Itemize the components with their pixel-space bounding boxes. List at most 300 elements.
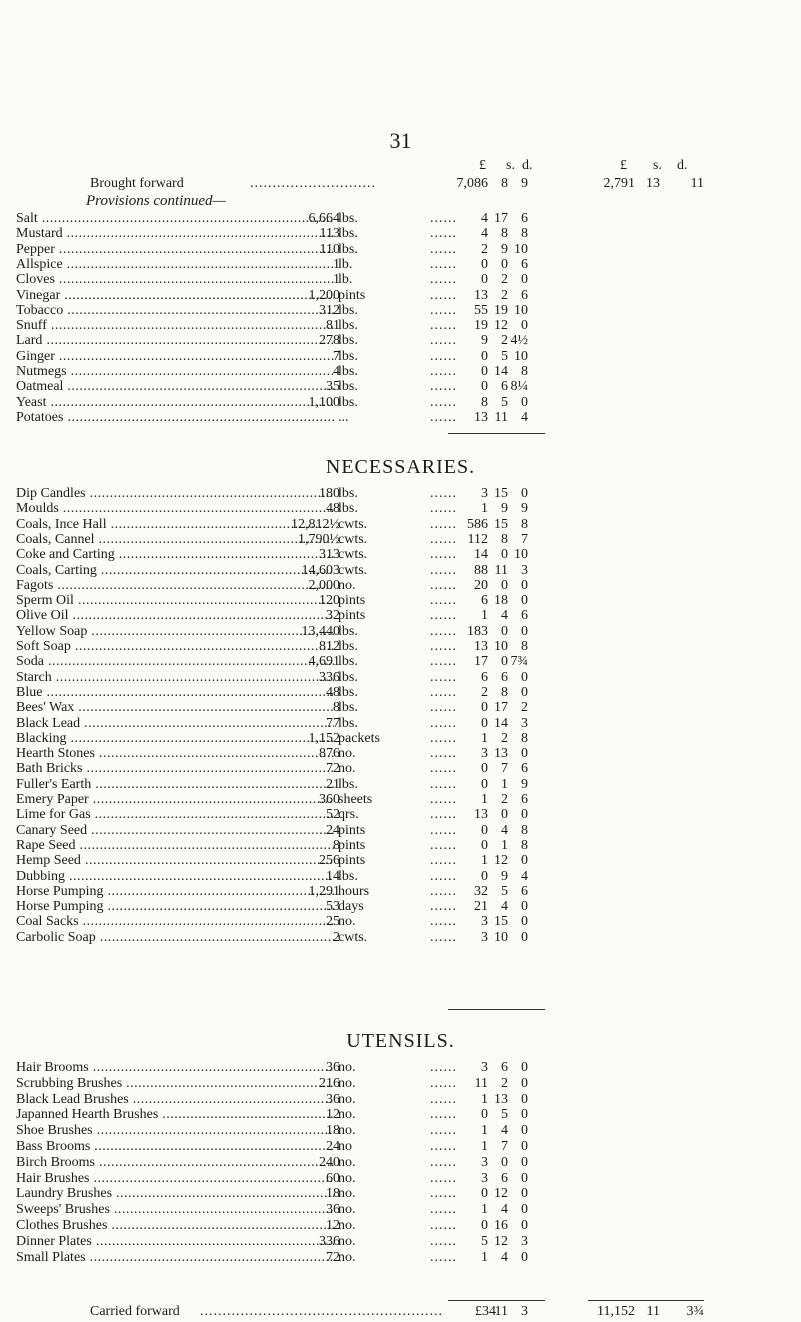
ledger-row <box>0 1139 801 1155</box>
item-unit: cwts. <box>338 562 368 578</box>
amount-pence: 10 <box>514 302 528 318</box>
ledger-row <box>0 731 801 747</box>
item-unit: no. <box>338 1218 356 1233</box>
item-name: Sperm Oil ..... <box>16 593 334 609</box>
item-name: Ginger ..... <box>16 349 334 365</box>
item-name: Yeast ..... <box>16 395 334 411</box>
item-unit: lbs. <box>338 379 358 395</box>
item-quantity: 48 <box>326 501 340 517</box>
item-quantity: 4 <box>333 364 340 379</box>
item-unit: no. <box>338 1249 356 1265</box>
amount-shillings: 8 <box>501 176 508 191</box>
item-unit: no. <box>338 914 356 930</box>
amount-shillings: 0 <box>501 1154 508 1170</box>
leader-dots: ...... <box>430 684 457 700</box>
amount-pence: 0 <box>521 914 528 930</box>
ledger-row <box>0 838 801 854</box>
amount-pounds: 0 <box>481 1186 488 1202</box>
item-quantity: 256 <box>319 853 340 869</box>
amount-shillings: 15 <box>494 486 508 501</box>
ledger-row <box>0 1060 801 1076</box>
amount-pence: 0 <box>521 929 528 945</box>
item-name: Vinegar ..... <box>16 288 334 304</box>
item-name: Oatmeal ..... <box>16 379 334 395</box>
leader-dots: ...... <box>430 883 457 899</box>
amount-shillings: 5 <box>501 1107 508 1123</box>
amount-pounds: 3 <box>481 929 488 945</box>
amount-pounds: 0 <box>481 700 488 716</box>
amount-shillings: 17 <box>494 211 508 226</box>
item-name: Bath Bricks ..... <box>16 761 334 777</box>
amount-shillings: 6 <box>501 1060 508 1075</box>
item-quantity: 1,790½ <box>298 531 340 547</box>
brought-forward-label: Brought forward <box>90 176 184 191</box>
amount-pence: 3 <box>521 1304 528 1319</box>
amount-shillings: 0 <box>501 623 508 639</box>
item-quantity: 1 <box>333 256 340 272</box>
amount-shillings: 4 <box>501 1123 508 1139</box>
ledger-row <box>0 532 801 548</box>
pence-heading: d. <box>522 158 533 173</box>
ledger-row <box>0 639 801 655</box>
item-name: Tobacco ..... <box>16 303 334 319</box>
amount-pounds: 1 <box>481 1091 488 1107</box>
item-quantity: 312 <box>319 302 340 318</box>
amount-pence: 0 <box>521 684 528 700</box>
amount-pence: 0 <box>521 1060 528 1075</box>
ledger-row <box>0 517 801 533</box>
amount-shillings: 2 <box>501 287 508 303</box>
ledger-row <box>0 379 801 395</box>
total-pounds: 2,791 <box>603 176 635 191</box>
amount-pounds: 13 <box>474 409 488 425</box>
leader-dots: ...... <box>430 1091 457 1107</box>
amount-pounds: 0 <box>481 822 488 838</box>
item-unit: lbs. <box>338 364 358 379</box>
amount-pounds: 1 <box>481 853 488 869</box>
item-name: Allspice ..... <box>16 257 334 273</box>
amount-shillings: 13 <box>494 1091 508 1107</box>
item-quantity: 1,100 <box>308 394 340 410</box>
item-name: Lard ..... <box>16 333 334 349</box>
amount-pence: 0 <box>521 1154 528 1170</box>
amount-pence: 6 <box>521 287 528 303</box>
item-name: Yellow Soap ..... <box>16 624 334 640</box>
item-quantity: 24 <box>326 1139 340 1154</box>
total-shillings: 11 <box>646 1304 660 1319</box>
leader-dots: ...... <box>430 348 457 364</box>
item-quantity: 120 <box>319 593 340 609</box>
item-name: Coals, Cannel ..... <box>16 532 334 548</box>
item-name: Birch Brooms ..... <box>16 1155 334 1171</box>
item-quantity: 18 <box>326 1186 340 1202</box>
necessaries-title: NECESSARIES. <box>325 456 476 478</box>
ledger-row <box>0 1202 801 1218</box>
item-name: Lime for Gas ..... <box>16 807 334 823</box>
item-quantity: 35 <box>326 379 340 395</box>
item-unit: no. <box>338 1233 356 1249</box>
amount-shillings: 4 <box>501 899 508 915</box>
item-unit: no. <box>338 1091 356 1107</box>
amount-pounds: 32 <box>474 883 488 899</box>
item-quantity: 110 <box>319 241 340 257</box>
item-quantity: 24 <box>326 822 340 838</box>
item-unit: lbs. <box>338 654 358 670</box>
amount-pence: 10 <box>514 241 528 257</box>
amount-pounds: 7,086 <box>456 176 488 191</box>
amount-pounds: 0 <box>481 868 488 884</box>
ledger-row <box>0 1107 801 1123</box>
amount-pounds: 0 <box>481 715 488 731</box>
amount-shillings: 10 <box>494 929 508 945</box>
item-quantity: 180 <box>319 486 340 501</box>
amount-pounds: 0 <box>481 272 488 288</box>
item-quantity: 36 <box>326 1060 340 1075</box>
item-quantity: 876 <box>319 746 340 762</box>
amount-pounds: 3 <box>481 1060 488 1075</box>
item-unit: lbs. <box>338 715 358 731</box>
amount-shillings: 10 <box>494 639 508 654</box>
item-unit: no. <box>338 1123 356 1139</box>
item-unit: lb. <box>338 272 353 288</box>
item-unit: ... <box>338 409 349 425</box>
amount-pence: 0 <box>521 1186 528 1202</box>
amount-shillings: 2 <box>501 272 508 288</box>
item-unit: qrs. <box>338 807 359 823</box>
item-unit: cwts. <box>338 929 368 945</box>
leader-dots: ...... <box>430 1233 457 1249</box>
item-unit: lbs. <box>338 776 358 792</box>
leader-dots: ...... <box>430 531 457 547</box>
leader-dots: ...... <box>430 256 457 272</box>
ledger-row <box>0 1092 801 1108</box>
amount-shillings: 16 <box>494 1218 508 1233</box>
amount-pence: 4 <box>521 868 528 884</box>
item-quantity: 36 <box>326 1202 340 1218</box>
amount-pence: 8 <box>521 730 528 746</box>
amount-pence: 0 <box>521 1123 528 1139</box>
amount-shillings: 0 <box>501 547 508 563</box>
amount-pounds: 19 <box>474 318 488 334</box>
item-quantity: 18 <box>326 1123 340 1139</box>
amount-pounds: 14 <box>474 547 488 563</box>
item-name: Hearth Stones ..... <box>16 746 334 762</box>
item-quantity: 6,664 <box>308 211 340 226</box>
carried-forward-rule <box>448 1300 545 1301</box>
item-unit: lbs. <box>338 211 358 226</box>
amount-pounds: 183 <box>467 623 488 639</box>
ledger-row <box>0 1076 801 1092</box>
amount-shillings: 0 <box>501 577 508 593</box>
item-quantity: 77 <box>326 715 340 731</box>
item-quantity: 8 <box>333 837 340 853</box>
item-unit: cwts. <box>338 516 368 532</box>
amount-pounds: 112 <box>467 531 488 547</box>
leader-dots: ...... <box>430 669 457 685</box>
ledger-row <box>0 410 801 426</box>
amount-pence: 4½ <box>510 333 528 349</box>
item-quantity: 12 <box>326 1218 340 1233</box>
ledger-row <box>0 288 801 304</box>
amount-pounds: £34 <box>475 1304 496 1319</box>
item-unit: lbs. <box>338 868 358 884</box>
leader-dots: ...... <box>430 394 457 410</box>
item-unit: lb. <box>338 256 353 272</box>
item-unit: no. <box>338 1107 356 1123</box>
item-quantity: 14,603 <box>301 562 340 578</box>
item-unit: lbs. <box>338 241 358 257</box>
item-name: Soft Soap ..... <box>16 639 334 655</box>
amount-pence: 8 <box>521 516 528 532</box>
item-unit: lbs. <box>338 348 358 364</box>
item-unit: no. <box>338 1075 356 1091</box>
item-quantity: 53 <box>326 899 340 915</box>
carried-total-rule <box>588 1300 704 1301</box>
leader-dots: ...... <box>430 272 457 288</box>
provisions-rule <box>448 433 545 434</box>
leader-dots: ...... <box>430 1107 457 1123</box>
amount-pounds: 4 <box>481 226 488 242</box>
amount-pounds: 13 <box>474 807 488 823</box>
amount-pounds: 4 <box>481 211 488 226</box>
item-quantity: 1,291 <box>308 883 340 899</box>
amount-shillings: 6 <box>501 1170 508 1186</box>
item-quantity: 2,000 <box>308 577 340 593</box>
ledger-row <box>0 333 801 349</box>
amount-pounds: 1 <box>481 608 488 624</box>
amount-shillings: 7 <box>501 761 508 777</box>
amount-pence: 0 <box>521 272 528 288</box>
amount-pounds: 1 <box>481 1249 488 1265</box>
amount-pounds: 0 <box>481 1107 488 1123</box>
item-quantity: 812 <box>319 639 340 654</box>
amount-pence: 0 <box>521 394 528 410</box>
carried-forward-row: Carried forward ...................................................... £34 11 3 11,152 11 3¾ <box>90 1304 704 1319</box>
amount-pence: 6 <box>521 256 528 272</box>
item-name: Emery Paper ..... <box>16 792 334 808</box>
item-name: Dip Candles ..... <box>16 486 334 502</box>
item-quantity: 278 <box>319 333 340 349</box>
item-quantity: 1 <box>333 272 340 288</box>
item-unit: pints <box>338 837 366 853</box>
item-name: Snuff ..... <box>16 318 334 334</box>
brought-forward-row: Brought forward ............................ 7,086 8 9 2,791 13 11 <box>90 176 704 191</box>
amount-pence: 7 <box>521 531 528 547</box>
item-unit: lbs. <box>338 684 358 700</box>
amount-pence: 8¼ <box>510 379 528 395</box>
item-unit: lbs. <box>338 501 358 517</box>
amount-shillings: 15 <box>494 516 508 532</box>
amount-shillings: 0 <box>501 256 508 272</box>
leader-dots: ...... <box>430 364 457 379</box>
amount-pounds: 1 <box>481 501 488 517</box>
amount-pence: 0 <box>521 1249 528 1265</box>
item-quantity: 81 <box>326 318 340 334</box>
item-name: Nutmegs ..... <box>16 364 334 380</box>
leader-dots: ...... <box>430 302 457 318</box>
amount-shillings: 0 <box>501 807 508 823</box>
ledger-row <box>0 777 801 793</box>
amount-shillings: 8 <box>501 531 508 547</box>
ledger-row <box>0 685 801 701</box>
item-unit: no. <box>338 746 356 762</box>
leader-dots: ...... <box>430 639 457 654</box>
amount-pounds: 1 <box>481 792 488 807</box>
amount-pence: 9 <box>521 501 528 517</box>
amount-shillings: 11 <box>494 1304 508 1319</box>
item-unit: days <box>338 899 364 915</box>
item-quantity: 2 <box>333 929 340 945</box>
item-quantity: 21 <box>326 776 340 792</box>
amount-pounds: 88 <box>474 562 488 578</box>
leader-dots: ...... <box>430 318 457 334</box>
ledger-row <box>0 624 801 640</box>
item-unit: cwts. <box>338 547 368 563</box>
ledger-row <box>0 364 801 380</box>
leader-dots: ...... <box>430 379 457 395</box>
amount-shillings: 12 <box>494 1186 508 1202</box>
amount-pence: 0 <box>521 623 528 639</box>
item-name: Mustard ..... <box>16 226 334 242</box>
amount-pence: 8 <box>521 822 528 838</box>
amount-shillings: 8 <box>501 684 508 700</box>
item-unit: pints <box>338 822 366 838</box>
amount-pounds: 0 <box>481 379 488 395</box>
amount-shillings: 9 <box>501 501 508 517</box>
amount-pounds: 0 <box>481 348 488 364</box>
item-name: Salt ..... <box>16 211 334 227</box>
amount-shillings: 17 <box>494 700 508 716</box>
leader-dots: ...... <box>430 409 457 425</box>
item-name: Dubbing ..... <box>16 869 334 885</box>
item-name: Fuller's Earth ..... <box>16 777 334 793</box>
amount-pence: 0 <box>521 318 528 334</box>
amount-shillings: 2 <box>501 730 508 746</box>
item-name: Scrubbing Brushes ..... <box>16 1076 334 1092</box>
pounds-heading: £ <box>479 158 486 173</box>
item-unit: lbs. <box>338 333 358 349</box>
leader-dots: ...... <box>430 715 457 731</box>
amount-pence: 0 <box>521 593 528 609</box>
item-unit: no. <box>338 761 356 777</box>
item-quantity: 48 <box>326 684 340 700</box>
ledger-row <box>0 884 801 900</box>
amount-pence: 3 <box>521 562 528 578</box>
total-shillings-heading: s. <box>653 158 662 173</box>
amount-pence: 0 <box>521 1218 528 1233</box>
leader-dots: ...... <box>430 333 457 349</box>
item-unit: no. <box>338 1186 356 1202</box>
amount-pounds: 3 <box>481 914 488 930</box>
ledger-row <box>0 853 801 869</box>
ledger-row <box>0 899 801 915</box>
necessaries-rule <box>448 1009 545 1010</box>
item-quantity: 313 <box>319 547 340 563</box>
amount-pounds: 55 <box>474 302 488 318</box>
leader-dots: ...... <box>430 486 457 501</box>
item-name: Rape Seed ..... <box>16 838 334 854</box>
amount-pounds: 8 <box>481 394 488 410</box>
amount-shillings: 11 <box>494 409 508 425</box>
amount-pence: 0 <box>521 486 528 501</box>
item-unit: lbs. <box>338 639 358 654</box>
amount-pounds: 3 <box>481 1170 488 1186</box>
leader-dots: ...... <box>430 853 457 869</box>
item-quantity: 72 <box>326 761 340 777</box>
provisions-subtitle: Provisions continued— <box>86 193 226 209</box>
item-unit: lbs. <box>338 486 358 501</box>
item-quantity: 60 <box>326 1170 340 1186</box>
leader-dots: ...... <box>430 1186 457 1202</box>
page-number: 31 <box>389 128 412 153</box>
total-pence-heading: d. <box>677 158 688 173</box>
amount-shillings: 0 <box>501 654 508 670</box>
leader-dots: ...... <box>430 211 457 226</box>
item-unit: no. <box>338 1060 356 1075</box>
amount-shillings: 1 <box>501 837 508 853</box>
amount-pence: 6 <box>521 761 528 777</box>
ledger-row <box>0 1155 801 1171</box>
item-unit: pints <box>338 608 366 624</box>
leader-dots: ...... <box>430 547 457 563</box>
leader-dots: ...... <box>430 1060 457 1075</box>
item-name: Sweeps' Brushes ..... <box>16 1202 334 1218</box>
amount-pounds: 13 <box>474 639 488 654</box>
leader-dots: ...... <box>430 730 457 746</box>
ledger-row <box>0 395 801 411</box>
ledger-row <box>0 242 801 258</box>
item-name: Carbolic Soap ..... <box>16 930 334 946</box>
ledger-row <box>0 349 801 365</box>
amount-pounds: 11 <box>474 1075 488 1091</box>
amount-shillings: 12 <box>494 853 508 869</box>
item-unit: lbs. <box>338 669 358 685</box>
leader-dots: ...... <box>430 501 457 517</box>
amount-shillings: 1 <box>501 776 508 792</box>
carried-forward-label: Carried forward <box>90 1304 180 1319</box>
leader-dots: ...... <box>430 226 457 242</box>
leader-dots: ...... <box>430 776 457 792</box>
item-unit: lbs. <box>338 302 358 318</box>
item-unit: pints <box>338 853 366 869</box>
amount-pence: 9 <box>521 176 528 191</box>
item-quantity: 216 <box>319 1075 340 1091</box>
amount-shillings: 5 <box>501 883 508 899</box>
item-quantity: 1,200 <box>308 287 340 303</box>
amount-shillings: 4 <box>501 1202 508 1218</box>
item-unit: sheets <box>338 792 373 807</box>
leader-dots: ...... <box>430 792 457 807</box>
leader-dots: ...... <box>430 516 457 532</box>
item-name: Bees' Wax ..... <box>16 700 334 716</box>
item-quantity: 13,440 <box>301 623 340 639</box>
item-quantity: 14 <box>326 868 340 884</box>
amount-shillings: 6 <box>501 379 508 395</box>
item-name: Coal Sacks ..... <box>16 914 334 930</box>
amount-shillings: 2 <box>501 792 508 807</box>
item-unit: pints <box>338 287 366 303</box>
item-unit: hours <box>338 883 370 899</box>
ledger-row <box>0 869 801 885</box>
item-name: Horse Pumping ..... <box>16 899 334 915</box>
ledger-row <box>0 1171 801 1187</box>
item-name: Cloves ..... <box>16 272 334 288</box>
amount-pence: 6 <box>521 608 528 624</box>
leader-dots: ...... <box>430 899 457 915</box>
ledger-row <box>0 593 801 609</box>
leader-dots: ...... <box>430 593 457 609</box>
amount-pence: 4 <box>521 409 528 425</box>
